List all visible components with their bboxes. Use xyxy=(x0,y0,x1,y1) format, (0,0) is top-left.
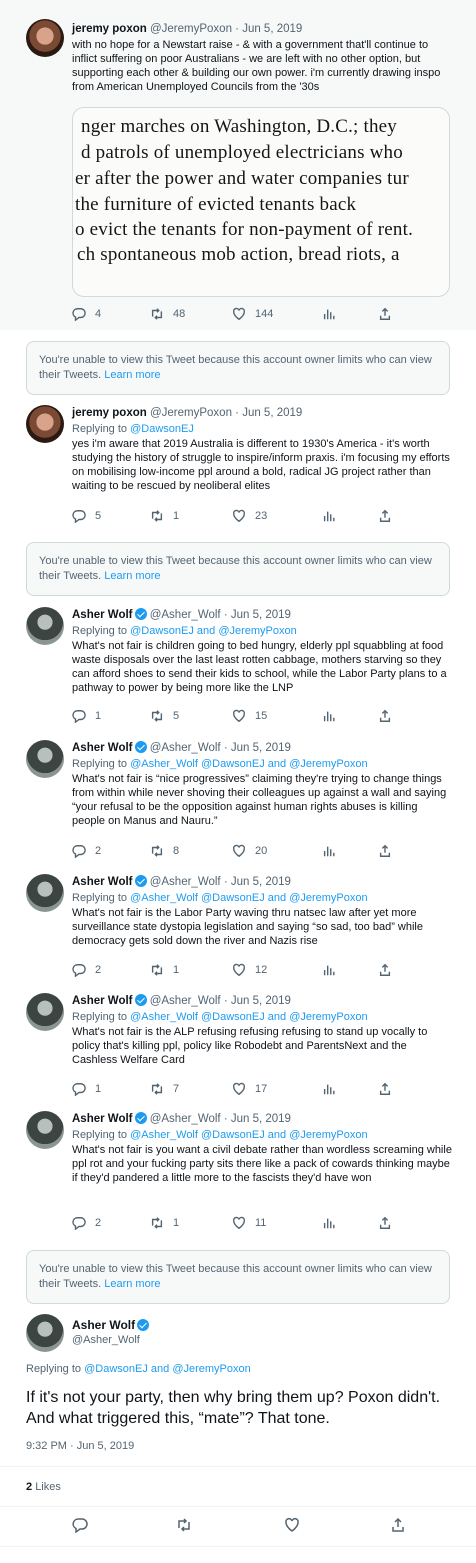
tweet-text: yes i'm aware that 2019 Australia is different to 1930's America - it's worth studying the history of struggle to inspire/inform praxis. i'm focusing my efforts on mobilising low-income ppl around a bold, radical JG project rather than waiting to be rescued by neoliberal elites xyxy=(72,438,450,492)
tweet[interactable] xyxy=(0,0,476,330)
tweet-actions xyxy=(72,508,392,524)
author-handle[interactable]: @JeremyPoxon xyxy=(149,407,232,419)
tweet-actions xyxy=(72,1081,392,1097)
verified-icon xyxy=(135,875,147,887)
reply-icon xyxy=(72,1216,86,1230)
avatar[interactable] xyxy=(26,19,64,57)
views-icon xyxy=(322,509,336,523)
replying-to-link[interactable]: @Asher_Wolf @DawsonEJ and @JeremyPoxon xyxy=(130,1129,368,1141)
tweet-actions xyxy=(72,1215,392,1231)
views-icon xyxy=(322,709,336,723)
image-text-line: nger marches on Washington, D.C.; they xyxy=(81,116,397,137)
retweet-button[interactable] xyxy=(150,306,185,322)
author-name[interactable]: Asher Wolf xyxy=(72,1113,133,1125)
tweet-text: What's not fair is “nice progressives” claiming they're trying to change things from within while never shoving their colleagues up against a wall and saying “your refusal to be the opposition against human rights abuses is killing people on Manus and Nauru.” xyxy=(72,773,447,827)
retweet-count: 1 xyxy=(173,1217,180,1229)
share-icon xyxy=(378,509,392,523)
reply-button[interactable] xyxy=(72,708,101,724)
share-icon xyxy=(378,307,392,321)
tweet-text: with no hope for a Newstart raise - & with a government that'll continue to inflict suffering on poor Australians - we are left with no other option, but supporting each other & building our own power. i'm currently drawing inspo from American Unemployed Councils from the '30s xyxy=(72,39,441,93)
replying-label: Replying to xyxy=(72,423,128,435)
share-button[interactable] xyxy=(378,1215,392,1231)
retweet-count: 5 xyxy=(173,710,180,722)
share-icon xyxy=(378,709,392,723)
like-count: 11 xyxy=(255,1217,267,1229)
views-button[interactable] xyxy=(322,708,336,724)
tweet-actions xyxy=(72,962,392,978)
retweet-icon xyxy=(150,709,164,723)
views-button[interactable] xyxy=(322,962,336,978)
retweet-button[interactable] xyxy=(150,1081,179,1097)
retweet-count: 1 xyxy=(173,510,180,522)
avatar[interactable] xyxy=(26,1314,64,1352)
reply-icon xyxy=(72,963,86,977)
replying-to-link[interactable]: @Asher_Wolf @DawsonEJ and @JeremyPoxon xyxy=(130,892,368,904)
like-count: 144 xyxy=(255,308,274,320)
main-tweet-text: If it's not your party, then why bring them up? Poxon didn't. And what triggered this, “mate”? That tone. xyxy=(26,1389,441,1427)
share-icon xyxy=(378,963,392,977)
like-icon[interactable] xyxy=(284,1517,300,1533)
avatar[interactable] xyxy=(26,405,64,443)
like-button[interactable] xyxy=(232,306,273,322)
retweet-count: 1 xyxy=(173,964,180,976)
tweet-date[interactable]: · Jun 5, 2019 xyxy=(235,407,303,419)
author-name[interactable]: Asher Wolf xyxy=(72,742,133,754)
verified-icon xyxy=(135,741,147,753)
replying-to-link[interactable]: @DawsonEJ xyxy=(130,423,194,435)
author-handle[interactable]: @Asher_Wolf xyxy=(149,1113,221,1125)
like-count: 17 xyxy=(255,1083,268,1095)
tweet[interactable] xyxy=(0,395,476,530)
like-count: 12 xyxy=(255,964,268,976)
author-handle[interactable]: @Asher_Wolf xyxy=(149,609,221,621)
notice-text: You're unable to view this Tweet because this account owner limits who can view their Tweets. xyxy=(39,555,432,582)
like-button[interactable] xyxy=(232,962,267,978)
avatar[interactable] xyxy=(26,740,64,778)
tweet-timestamp[interactable]: 9:32 PM · Jun 5, 2019 xyxy=(26,1440,135,1452)
learn-more-link[interactable]: Learn more xyxy=(104,369,161,381)
retweet-button[interactable] xyxy=(150,843,179,859)
like-icon xyxy=(232,509,246,523)
like-count: 23 xyxy=(255,510,268,522)
reply-button[interactable] xyxy=(72,962,101,978)
retweet-button[interactable] xyxy=(150,962,179,978)
tweet-text: What's not fair is children going to bed hungry, elderly ppl squabbling at food waste disposals over the last least rotten cabbage, mothers starving so they can afford shoes to send their kids to school, while the Labor Party plans to a pathway to power by being more like the LNP xyxy=(72,640,447,694)
replying-label: Replying to xyxy=(72,625,128,637)
tweet-actions xyxy=(72,843,392,859)
like-button[interactable] xyxy=(232,708,267,724)
reply-icon xyxy=(72,1082,86,1096)
retweet-icon xyxy=(150,509,164,523)
verified-icon xyxy=(137,1319,149,1331)
retweet-count: 7 xyxy=(173,1083,180,1095)
hidden-tweet-notice xyxy=(26,542,450,596)
retweet-button[interactable] xyxy=(150,1215,179,1231)
reply-button[interactable] xyxy=(72,306,101,322)
tweet-date[interactable]: · Jun 5, 2019 xyxy=(235,23,303,35)
like-icon xyxy=(232,709,246,723)
reply-button[interactable] xyxy=(72,1081,101,1097)
image-text-line: d patrols of unemployed electricians who xyxy=(81,142,403,163)
verified-icon xyxy=(135,1112,147,1124)
reply-icon xyxy=(72,709,86,723)
tweet[interactable] xyxy=(0,864,476,983)
like-icon xyxy=(232,963,246,977)
views-icon xyxy=(322,307,336,321)
tweet-date[interactable]: · Jun 5, 2019 xyxy=(223,742,291,754)
avatar[interactable] xyxy=(26,607,64,645)
like-button[interactable] xyxy=(232,1081,267,1097)
tweet-text: What's not fair is the Labor Party waving thru natsec law after yet more surveillance state dystopia legislation and saying “so sad, too bad” while democracy gets sold down the river and Nazis rise xyxy=(72,907,423,947)
views-icon xyxy=(322,963,336,977)
likes-label: Likes xyxy=(35,1481,61,1493)
share-icon xyxy=(378,1216,392,1230)
reply-icon xyxy=(72,509,86,523)
author-name[interactable]: Asher Wolf xyxy=(72,609,133,621)
avatar[interactable] xyxy=(26,1111,64,1149)
image-text-line: o evict the tenants for non-payment of rent. xyxy=(75,219,414,240)
retweet-icon xyxy=(150,1216,164,1230)
retweet-icon xyxy=(150,844,164,858)
tweet-image[interactable] xyxy=(72,107,450,297)
tweet[interactable] xyxy=(0,1101,476,1233)
views-button[interactable] xyxy=(322,843,336,859)
reply-count: 2 xyxy=(95,845,102,857)
reply-count: 4 xyxy=(95,308,102,320)
tweet-date[interactable]: · Jun 5, 2019 xyxy=(223,1113,291,1125)
verified-icon xyxy=(135,608,147,620)
replying-to-link[interactable]: @Asher_Wolf @DawsonEJ and @JeremyPoxon xyxy=(130,1011,368,1023)
replying-label: Replying to xyxy=(72,892,128,904)
reply-icon xyxy=(72,844,86,858)
reply-count: 2 xyxy=(95,1217,102,1229)
retweet-icon xyxy=(150,963,164,977)
retweet-count: 48 xyxy=(173,308,186,320)
image-text-line: er after the power and water companies tur xyxy=(75,168,409,189)
like-icon xyxy=(232,844,246,858)
author-name[interactable]: Asher Wolf xyxy=(72,876,133,888)
views-button[interactable] xyxy=(322,1081,336,1097)
tweet-date[interactable]: · Jun 5, 2019 xyxy=(223,995,291,1007)
hidden-tweet-notice xyxy=(26,341,450,395)
share-icon[interactable] xyxy=(390,1517,406,1533)
hidden-tweet-notice xyxy=(26,1250,450,1304)
verified-icon xyxy=(135,994,147,1006)
share-icon xyxy=(378,844,392,858)
replying-to-link[interactable]: @DawsonEJ and @JeremyPoxon xyxy=(84,1363,251,1375)
image-text-line: the furniture of evicted tenants back xyxy=(75,194,357,215)
tweet[interactable] xyxy=(0,730,476,864)
author-handle[interactable]: @Asher_Wolf xyxy=(149,876,221,888)
retweet-icon[interactable] xyxy=(176,1517,192,1533)
tweet-date[interactable]: · Jun 5, 2019 xyxy=(223,876,291,888)
author-name[interactable]: Asher Wolf xyxy=(72,995,133,1007)
like-button[interactable] xyxy=(232,508,267,524)
share-button[interactable] xyxy=(378,843,392,859)
tweet-text: What's not fair is you want a civil debate rather than wordless screaming while ppl rot and your fucking party sits there like a pack of cowards thinking maybe if they'd pandered a little more to the fascists they'd have won xyxy=(72,1144,452,1184)
views-button[interactable] xyxy=(322,1215,336,1231)
like-count: 15 xyxy=(255,710,268,722)
retweet-icon xyxy=(150,1082,164,1096)
like-icon xyxy=(232,307,246,321)
like-count: 20 xyxy=(255,845,268,857)
author-handle[interactable]: @Asher_Wolf xyxy=(72,1334,140,1346)
retweet-button[interactable] xyxy=(150,508,179,524)
reply-button[interactable] xyxy=(72,1215,101,1231)
author-name[interactable]: jeremy poxon xyxy=(72,23,147,35)
reply-icon[interactable] xyxy=(72,1517,88,1533)
main-actions xyxy=(0,1514,476,1536)
share-button[interactable] xyxy=(378,508,392,524)
author-handle[interactable]: @JeremyPoxon xyxy=(149,23,232,35)
notice-text: You're unable to view this Tweet because this account owner limits who can view their Tweets. xyxy=(39,1263,432,1290)
like-icon xyxy=(232,1216,246,1230)
replying-label: Replying to xyxy=(72,1129,128,1141)
avatar[interactable] xyxy=(26,874,64,912)
tweet-actions xyxy=(72,306,392,322)
views-icon xyxy=(322,844,336,858)
replying-label: Replying to xyxy=(72,1011,128,1023)
learn-more-link[interactable]: Learn more xyxy=(104,570,161,582)
replying-label: Replying to xyxy=(72,758,128,770)
image-text-line: ch spontaneous mob action, bread riots, a xyxy=(77,244,400,265)
tweet-date[interactable]: · Jun 5, 2019 xyxy=(223,609,291,621)
like-button[interactable] xyxy=(232,843,267,859)
like-icon xyxy=(232,1082,246,1096)
views-icon xyxy=(322,1082,336,1096)
retweet-icon xyxy=(150,307,164,321)
replying-to-link[interactable]: @Asher_Wolf @DawsonEJ and @JeremyPoxon xyxy=(130,758,368,770)
retweet-count: 8 xyxy=(173,845,180,857)
tweet-text: What's not fair is the ALP refusing refusing refusing to stand up vocally to policy that's killing ppl, policy like Robodebt and ParentsNext and the Cashless Welfare Card xyxy=(72,1026,428,1066)
share-button[interactable] xyxy=(378,1081,392,1097)
tweet-actions xyxy=(72,708,392,724)
replying-to-link[interactable]: @DawsonEJ and @JeremyPoxon xyxy=(130,625,297,637)
reply-button[interactable] xyxy=(72,843,101,859)
replying-label: Replying to xyxy=(26,1363,82,1375)
views-icon xyxy=(322,1216,336,1230)
like-button[interactable] xyxy=(232,1215,266,1231)
views-button[interactable] xyxy=(322,306,336,322)
reply-count: 5 xyxy=(95,510,102,522)
reply-icon xyxy=(72,307,86,321)
share-icon xyxy=(378,1082,392,1096)
share-button[interactable] xyxy=(378,708,392,724)
likes-summary[interactable] xyxy=(26,1481,61,1493)
views-button[interactable] xyxy=(322,508,336,524)
reply-count: 1 xyxy=(95,710,102,722)
reply-button[interactable] xyxy=(72,508,101,524)
notice-text: You're unable to view this Tweet because this account owner limits who can view their Tweets. xyxy=(39,354,432,381)
author-name[interactable]: Asher Wolf xyxy=(72,1318,136,1332)
tweet[interactable] xyxy=(0,597,476,730)
learn-more-link[interactable]: Learn more xyxy=(104,1278,161,1290)
tweet[interactable] xyxy=(0,983,476,1101)
author-handle[interactable]: @Asher_Wolf xyxy=(149,995,221,1007)
likes-count: 2 xyxy=(26,1481,33,1493)
author-handle[interactable]: @Asher_Wolf xyxy=(149,742,221,754)
reply-count: 1 xyxy=(95,1083,102,1095)
reply-count: 2 xyxy=(95,964,102,976)
share-button[interactable] xyxy=(378,306,392,322)
author-name[interactable]: jeremy poxon xyxy=(72,407,147,419)
avatar[interactable] xyxy=(26,993,64,1031)
share-button[interactable] xyxy=(378,962,392,978)
retweet-button[interactable] xyxy=(150,708,179,724)
